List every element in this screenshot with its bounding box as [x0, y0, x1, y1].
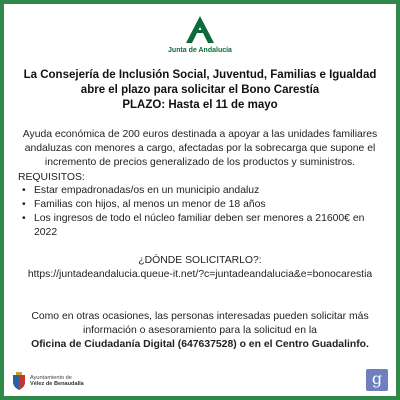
info-paragraph	[14, 310, 386, 352]
ayuntamiento-logo	[12, 372, 84, 390]
junta-logo	[0, 14, 400, 54]
where-title: ¿DÓNDE SOLICITARLO?:	[138, 255, 262, 266]
requirement-item: • Familias con hijos, al menos un menor de 18 años	[18, 198, 382, 212]
headline-line-1: La Consejería de Inclusión Social, Juventud, Familias e Igualdad	[23, 69, 377, 81]
headline	[18, 68, 382, 113]
requirements-list	[18, 184, 382, 240]
requirements-title: REQUISITOS:	[18, 172, 85, 183]
junta-andalucia-logo-icon	[180, 14, 220, 44]
description-paragraph: Ayuda económica de 200 euros destinada a apoyar a las unidades familiares andaluzas con menores a cargo, afectadas por la sobrecarga que supone el incremento de precios generalizado de los productos y suministros.	[22, 129, 378, 168]
deadline-line: PLAZO: Hasta el 11 de mayo	[122, 99, 278, 111]
guadalinfo-logo-icon: g	[366, 369, 388, 391]
ayuntamiento-line-1: Ayuntamiento de	[30, 374, 72, 381]
logo-label: Junta de Andalucía	[168, 47, 232, 54]
ayuntamiento-label	[30, 375, 84, 388]
info-contact-line: Oficina de Ciudadanía Digital (647637528) o en el Centro Guadalinfo.	[31, 339, 369, 350]
requirement-item: • Los ingresos de todo el núcleo familiar deben ser menores a 21600€ en 2022	[18, 212, 382, 240]
application-url[interactable]: https://juntadeandalucia.queue-it.net/?c=juntadeandalucia&e=bonocarestia	[27, 269, 373, 280]
ayuntamiento-line-2: Vélez de Benaudalla	[30, 381, 84, 387]
where-section	[10, 254, 390, 282]
info-line-1: Como en otras ocasiones, las personas interesadas pueden solicitar más	[31, 311, 369, 322]
requirement-item: • Estar empadronadas/os en un municipio andaluz	[18, 184, 382, 198]
headline-line-2: abre el plazo para solicitar el Bono Carestía	[80, 84, 320, 96]
info-line-2: información o asesoramiento para la solicitud en la	[83, 325, 317, 336]
municipal-shield-icon	[12, 372, 26, 390]
